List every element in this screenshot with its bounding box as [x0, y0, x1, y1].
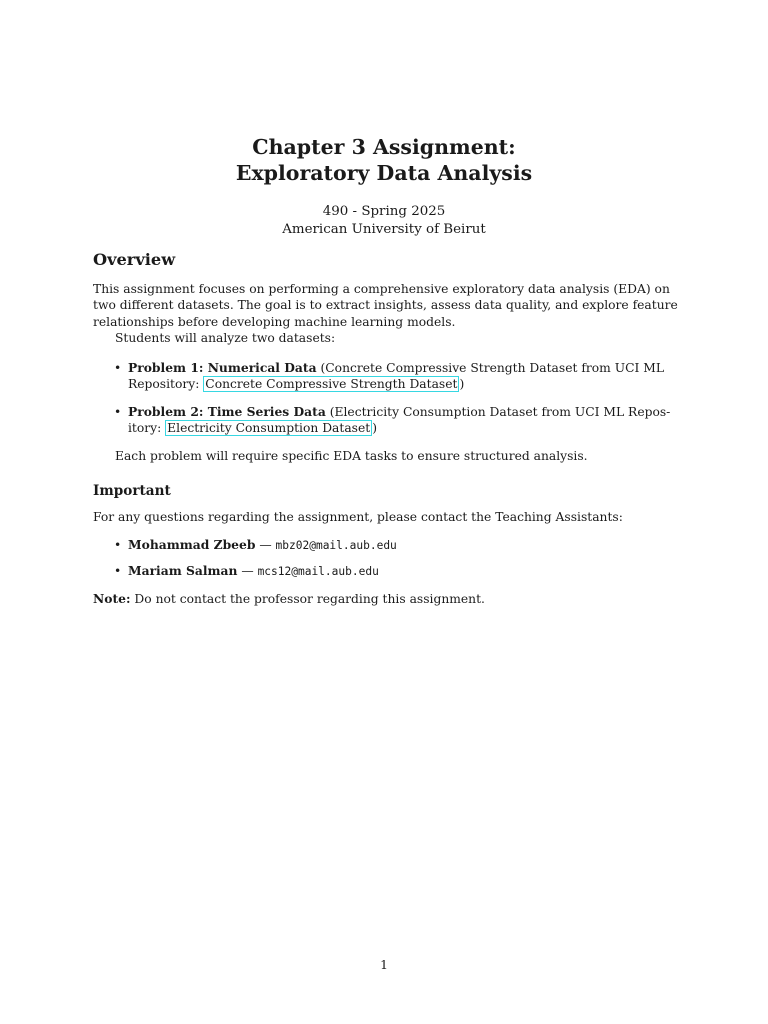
title-line-1: Chapter 3 Assignment:	[252, 135, 516, 159]
university-name: American University of Beirut	[282, 222, 486, 237]
problem-1-close: )	[459, 377, 465, 392]
contact-1-email[interactable]: mbz02@mail.aub.edu	[275, 539, 397, 552]
contact-1-name: Mohammad Zbeeb	[128, 537, 256, 552]
document-meta	[0, 203, 768, 239]
note-paragraph	[93, 591, 676, 607]
overview-heading: Overview	[93, 250, 176, 269]
document-title	[0, 134, 768, 186]
overview-closing-text: Each problem will require specific EDA tasks to ensure structured analysis.	[115, 449, 588, 463]
bullet-icon: •	[114, 361, 122, 375]
title-line-2: Exploratory Data Analysis	[235, 161, 533, 185]
course-info: 490 - Spring 2025	[322, 204, 446, 219]
problem-1-desc-2: Repository:	[128, 377, 204, 392]
overview-line-4: Students will analyze two datasets:	[115, 331, 336, 346]
contact-2-email[interactable]: mcs12@mail.aub.edu	[257, 565, 379, 578]
overview-line-2: two different datasets. The goal is to extract insights, assess data quality, and explore feature	[93, 298, 678, 313]
important-intro	[93, 509, 676, 525]
page-number: 1	[380, 958, 388, 972]
contact-1-separator: —	[255, 538, 276, 552]
important-heading: Important	[93, 483, 171, 499]
contact-2-name: Mariam Salman	[128, 563, 238, 578]
problem-2-close: )	[372, 421, 378, 436]
overview-line-1: This assignment focuses on performing a comprehensive exploratory data analysis (EDA) on	[93, 282, 670, 296]
problem-1-desc-1: (Concrete Compressive Strength Dataset from UCI ML	[316, 361, 665, 375]
note-text: Do not contact the professor regarding this assignment.	[130, 592, 485, 606]
bullet-icon: •	[114, 538, 122, 552]
problem-2-desc-2: itory:	[128, 421, 166, 436]
electricity-dataset-link[interactable]: Electricity Consumption Dataset	[167, 421, 371, 436]
overview-paragraph	[93, 281, 676, 347]
bullet-icon: •	[114, 405, 122, 419]
problem-1-label: Problem 1: Numerical Data	[128, 360, 317, 375]
concrete-dataset-link[interactable]: Concrete Compressive Strength Dataset	[205, 377, 458, 392]
overview-line-3: relationships before developing machine learning models.	[93, 314, 456, 329]
overview-closing	[93, 448, 676, 464]
contact-2-separator: —	[237, 564, 258, 578]
bullet-icon: •	[114, 564, 122, 578]
note-label: Note:	[93, 591, 131, 606]
problem-2-label: Problem 2: Time Series Data	[128, 404, 326, 419]
problem-2-desc-1: (Electricity Consumption Dataset from UCI ML Repos-	[325, 405, 671, 419]
important-intro-text: For any questions regarding the assignment, please contact the Teaching Assistants:	[93, 510, 623, 524]
